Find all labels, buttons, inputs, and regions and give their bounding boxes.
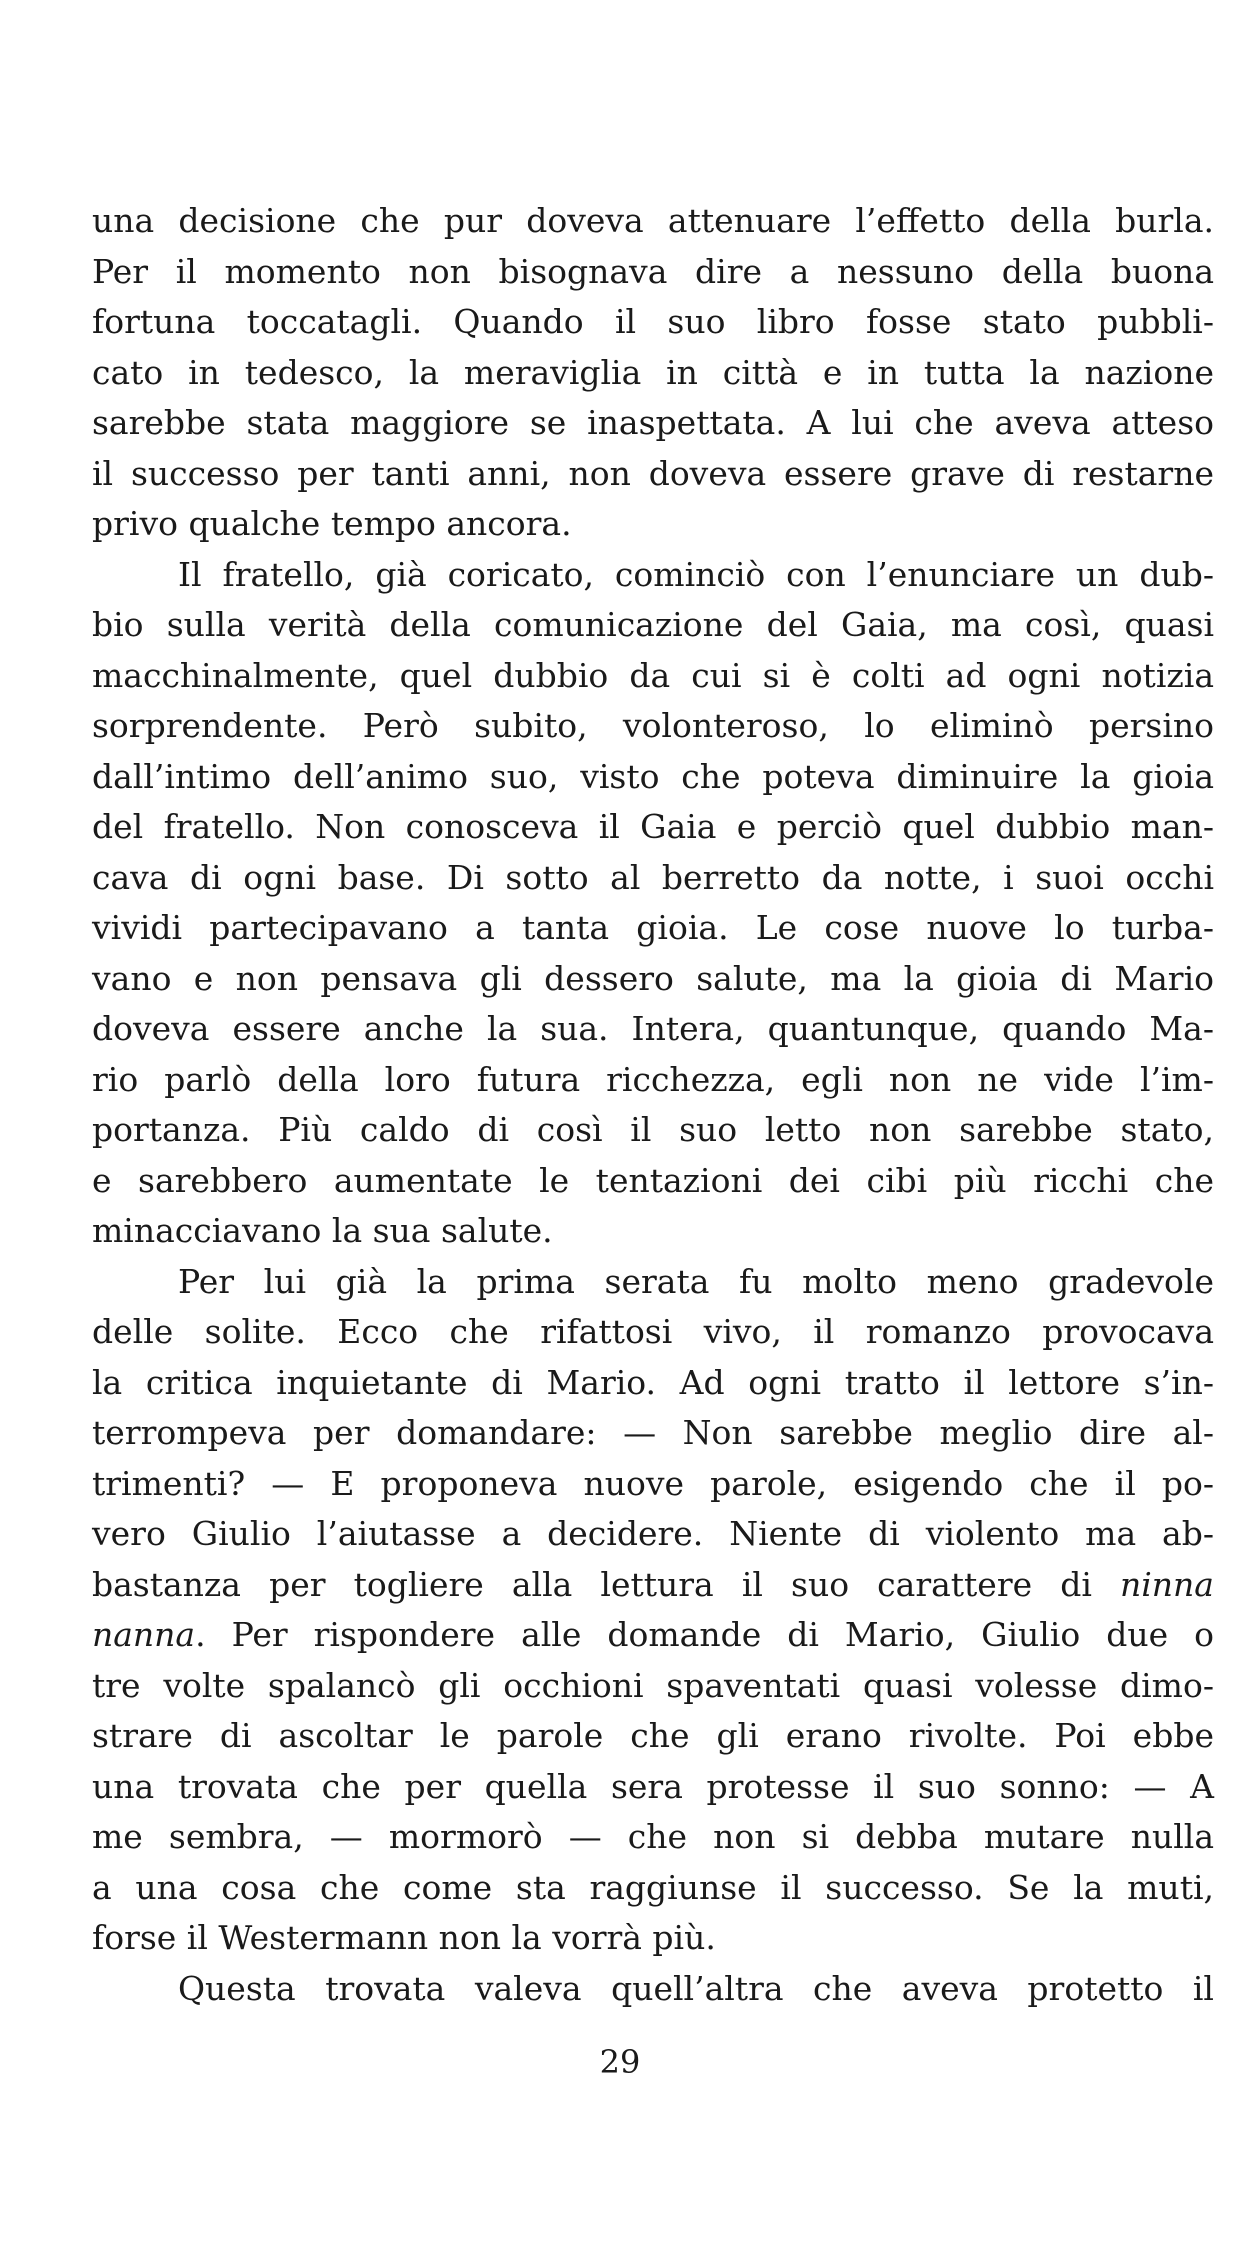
text-line [92, 1863, 1214, 1914]
text-line [92, 1560, 1214, 1611]
line-text: doveva essere anche la sua. Intera, quantunque, quando Ma- [92, 1009, 1214, 1048]
line-text: Per il momento non bisognava dire a nessuno della buona [92, 251, 1214, 291]
text-line [92, 1509, 1214, 1560]
text-line [92, 1206, 1214, 1257]
text-line [92, 701, 1214, 752]
line-text: minacciavano la sua salute. [92, 1211, 553, 1250]
line-text: . Per rispondere alle domande di Mario, Giulio due o [195, 1615, 1214, 1654]
line-text: me sembra, — mormorò — che non si debba mutare nulla [92, 1817, 1214, 1856]
text-line [92, 1156, 1214, 1207]
text-line [92, 1762, 1214, 1813]
line-text: sorprendente. Però subito, volonteroso, lo eliminò persino [92, 706, 1214, 745]
text-line [92, 1408, 1214, 1459]
text-line [92, 1913, 1214, 1964]
line-text: a una cosa che come sta raggiunse il successo. Se la muti, [92, 1867, 1214, 1907]
text-line [92, 752, 1214, 803]
text-line [92, 1964, 1214, 2015]
line-text: la critica inquietante di Mario. Ad ogni tratto il lettore s’in- [92, 1362, 1214, 1402]
line-text: una decisione che pur doveva attenuare l’effetto della burla. [92, 201, 1214, 240]
line-text: terrompeva per domandare: — Non sarebbe meglio dire al- [92, 1413, 1214, 1452]
line-text: macchinalmente, quel dubbio da cui si è colti ad ogni notizia [92, 655, 1214, 695]
line-text: trimenti? — E proponeva nuove parole, esigendo che il po- [92, 1463, 1214, 1503]
line-text: Il fratello, già coricato, cominciò con l’enunciare un dub- [178, 554, 1214, 594]
text-line [92, 1459, 1214, 1510]
text-line [92, 600, 1214, 651]
line-text: sarebbe stata maggiore se inaspettata. A lui che aveva atteso [92, 403, 1214, 442]
line-text: rio parlò della loro futura ricchezza, egli non ne vide l’im- [92, 1059, 1214, 1099]
text-line [92, 651, 1214, 702]
text-line [92, 499, 1214, 550]
line-text: cato in tedesco, la meraviglia in città e in tutta la nazione [92, 352, 1214, 392]
text-line [92, 1711, 1214, 1762]
line-text: Per lui già la prima serata fu molto meno gradevole [178, 1261, 1214, 1301]
line-text: bastanza per togliere alla lettura il suo carattere di [92, 1564, 1092, 1604]
text-line [92, 196, 1214, 247]
line-text: bio sulla verità della comunicazione del Gaia, ma così, quasi [92, 605, 1214, 644]
line-text: privo qualche tempo ancora. [92, 504, 572, 543]
line-text: e sarebbero aumentate le tentazioni dei cibi più ricchi che [92, 1160, 1214, 1200]
line-text: tre volte spalancò gli occhioni spaventati quasi volesse dimo- [92, 1665, 1214, 1705]
line-text: Questa trovata valeva quell’altra che aveva protetto il [178, 1968, 1214, 2008]
text-line [92, 1004, 1214, 1055]
text-line [92, 550, 1214, 601]
text-line [92, 398, 1214, 449]
line-text: delle solite. Ecco che rifattosi vivo, il romanzo provocava [92, 1312, 1214, 1351]
text-line [92, 297, 1214, 348]
line-text: del fratello. Non conosceva il Gaia e perciò quel dubbio man- [92, 807, 1214, 846]
text-line [92, 1055, 1214, 1106]
body-text [92, 196, 1214, 2014]
italic-text: ninna [1119, 1564, 1214, 1604]
line-text: vano e non pensava gli dessero salute, ma la gioia di Mario [92, 958, 1214, 998]
text-line [92, 1661, 1214, 1712]
text-line [92, 247, 1214, 298]
line-text: vero Giulio l’aiutasse a decidere. Niente di violento ma ab- [92, 1514, 1214, 1553]
text-line [92, 1812, 1214, 1863]
text-line [92, 1257, 1214, 1308]
text-line [92, 853, 1214, 904]
line-text: una trovata che per quella sera protesse il suo sonno: — A [92, 1766, 1214, 1806]
text-line [92, 1105, 1214, 1156]
line-text: dall’intimo dell’animo suo, visto che poteva diminuire la gioia [92, 756, 1214, 796]
text-line [92, 449, 1214, 500]
italic-text: nanna [92, 1615, 196, 1654]
text-line [92, 954, 1214, 1005]
line-text: strare di ascoltar le parole che gli erano rivolte. Poi ebbe [92, 1716, 1214, 1755]
text-line [92, 1307, 1214, 1358]
text-line [92, 1358, 1214, 1409]
text-line [92, 903, 1214, 954]
text-line [92, 348, 1214, 399]
line-text: portanza. Più caldo di così il suo letto non sarebbe stato, [92, 1110, 1214, 1149]
page-number: 29 [599, 2043, 641, 2081]
line-text: il successo per tanti anni, non doveva essere grave di restarne [92, 453, 1214, 493]
line-text: forse il Westermann non la vorrà più. [92, 1918, 716, 1957]
line-text: vividi partecipavano a tanta gioia. Le cose nuove lo turba- [92, 908, 1214, 947]
text-line [92, 802, 1214, 853]
line-text: cava di ogni base. Di sotto al berretto da notte, i suoi occhi [92, 857, 1214, 897]
line-text: fortuna toccatagli. Quando il suo libro fosse stato pubbli- [92, 302, 1214, 341]
text-line [92, 1610, 1214, 1661]
